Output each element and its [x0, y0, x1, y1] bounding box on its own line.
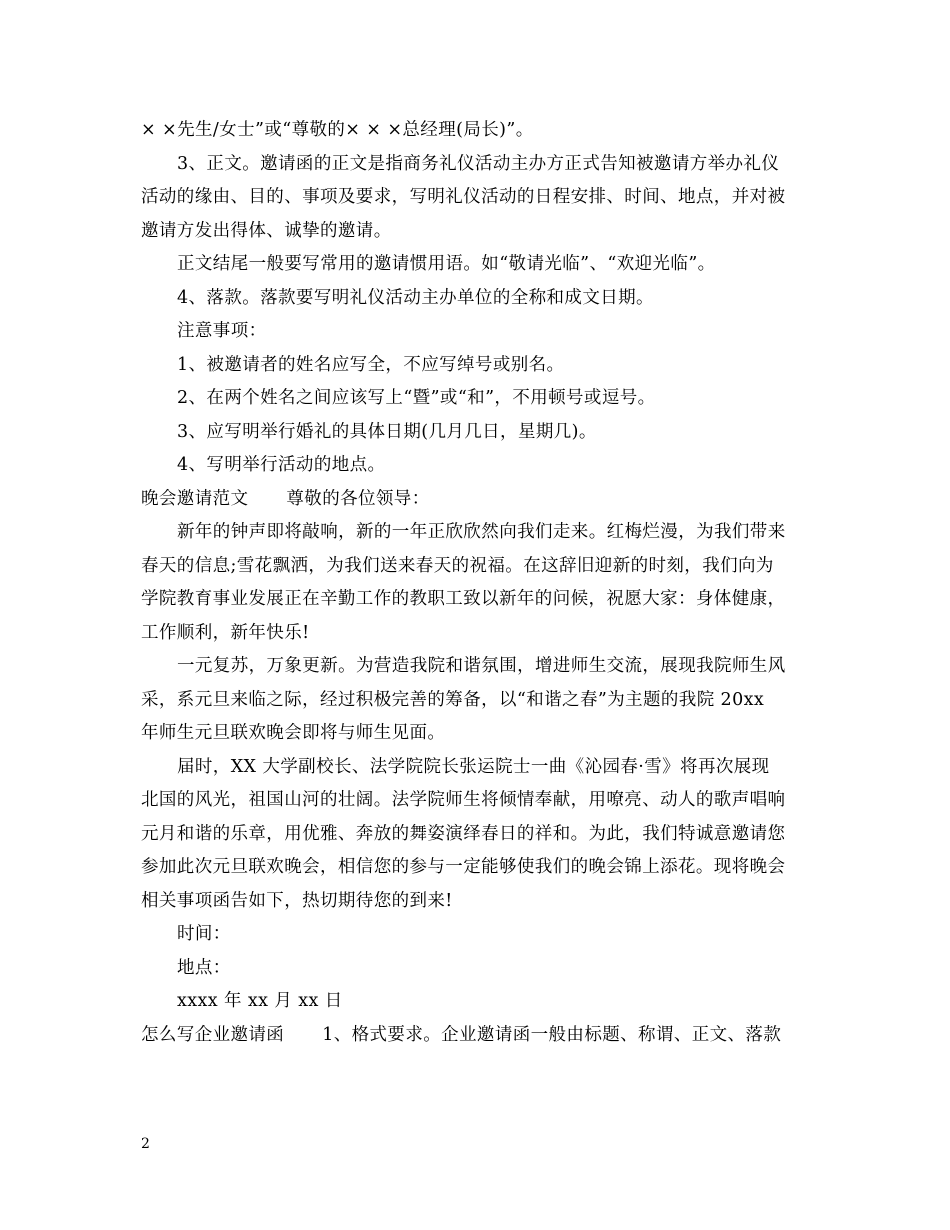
- paragraph-line: 参加此次元旦联欢晚会，相信您的参与一定能够使我们的晚会锦上添花。现将晚会: [141, 857, 786, 877]
- paragraph-line: 新年的钟声即将敲响，新的一年正欣欣然向我们走来。红梅烂漫，为我们带来: [177, 522, 786, 542]
- paragraph-text: 1、格式要求。企业邀请函一般由标题、称谓、正文、落款: [322, 1024, 782, 1045]
- paragraph-line: 3、正文。邀请函的正文是指商务礼仪活动主办方正式告知被邀请方举办礼仪: [177, 153, 780, 174]
- location-label: 地点：: [177, 957, 231, 978]
- date-line: xxxx 年 xx 月 xx 日: [177, 991, 343, 1011]
- section-title: 怎么写企业邀请函: [141, 1024, 285, 1045]
- document-body: [141, 114, 813, 1052]
- salutation: 尊敬的各位领导：: [286, 488, 430, 509]
- section-heading: 注意事项：: [177, 321, 267, 341]
- list-item: 4、写明举行活动的地点。: [177, 455, 386, 475]
- heading-line: [141, 483, 813, 517]
- paragraph-line: 年师生元旦联欢晚会即将与师生见面。: [141, 723, 446, 743]
- paragraph-line: 4、落款。落款要写明礼仪活动主办单位的全称和成文日期。: [177, 287, 654, 308]
- page-number: 2: [141, 1136, 150, 1152]
- section-title: 晚会邀请范文: [141, 488, 249, 509]
- list-item: 1、被邀请者的姓名应写全，不应写绰号或别名。: [177, 354, 565, 375]
- list-item: 3、应写明举行婚礼的具体日期(几月几日，星期几)。: [177, 421, 597, 442]
- heading-line: [141, 1019, 813, 1053]
- paragraph-line: 采，系元旦来临之际，经过积极完善的筹备，以“和谐之春”为主题的我院 20xx: [141, 689, 765, 710]
- time-label: 时间：: [177, 924, 231, 944]
- paragraph-line: 邀请方发出得体、诚挚的邀请。: [141, 220, 392, 241]
- paragraph-line: 正文结尾一般要写常用的邀请惯用语。如“敬请光临”、“欢迎光临”。: [177, 254, 716, 274]
- paragraph-line: 活动的缘由、目的、事项及要求，写明礼仪活动的日程安排、时间、地点，并对被: [141, 187, 786, 207]
- paragraph-line: 学院教育事业发展正在辛勤工作的教职工致以新年的问候，祝愿大家：身体健康，: [141, 589, 786, 609]
- paragraph-line: 相关事项函告如下，热切期待您的到来!: [141, 890, 453, 911]
- list-item: 2、在两个姓名之间应该写上“暨”或“和”，不用顿号或逗号。: [177, 388, 656, 408]
- paragraph-line: 工作顺利，新年快乐!: [141, 622, 310, 643]
- paragraph-line: 春天的信息;雪花飘洒，为我们送来春天的祝福。在这辞旧迎新的时刻，我们向为: [141, 555, 774, 576]
- paragraph-line: 元月和谐的乐章，用优雅、奔放的舞姿演绎春日的祥和。为此，我们特诚意邀请您: [141, 823, 786, 844]
- paragraph-line: × ×先生/女士”或“尊敬的× × ×总经理(局长)”。: [141, 120, 534, 140]
- paragraph-line: 一元复苏，万象更新。为营造我院和谐氛围，增进师生交流，展现我院师生风: [177, 656, 786, 676]
- paragraph-line: 北国的风光，祖国山河的壮阔。法学院师生将倾情奉献，用嘹亮、动人的歌声唱响: [141, 790, 786, 810]
- paragraph-line: 届时，XX 大学副校长、法学院院长张运院士一曲《沁园春·雪》将再次展现: [177, 756, 770, 777]
